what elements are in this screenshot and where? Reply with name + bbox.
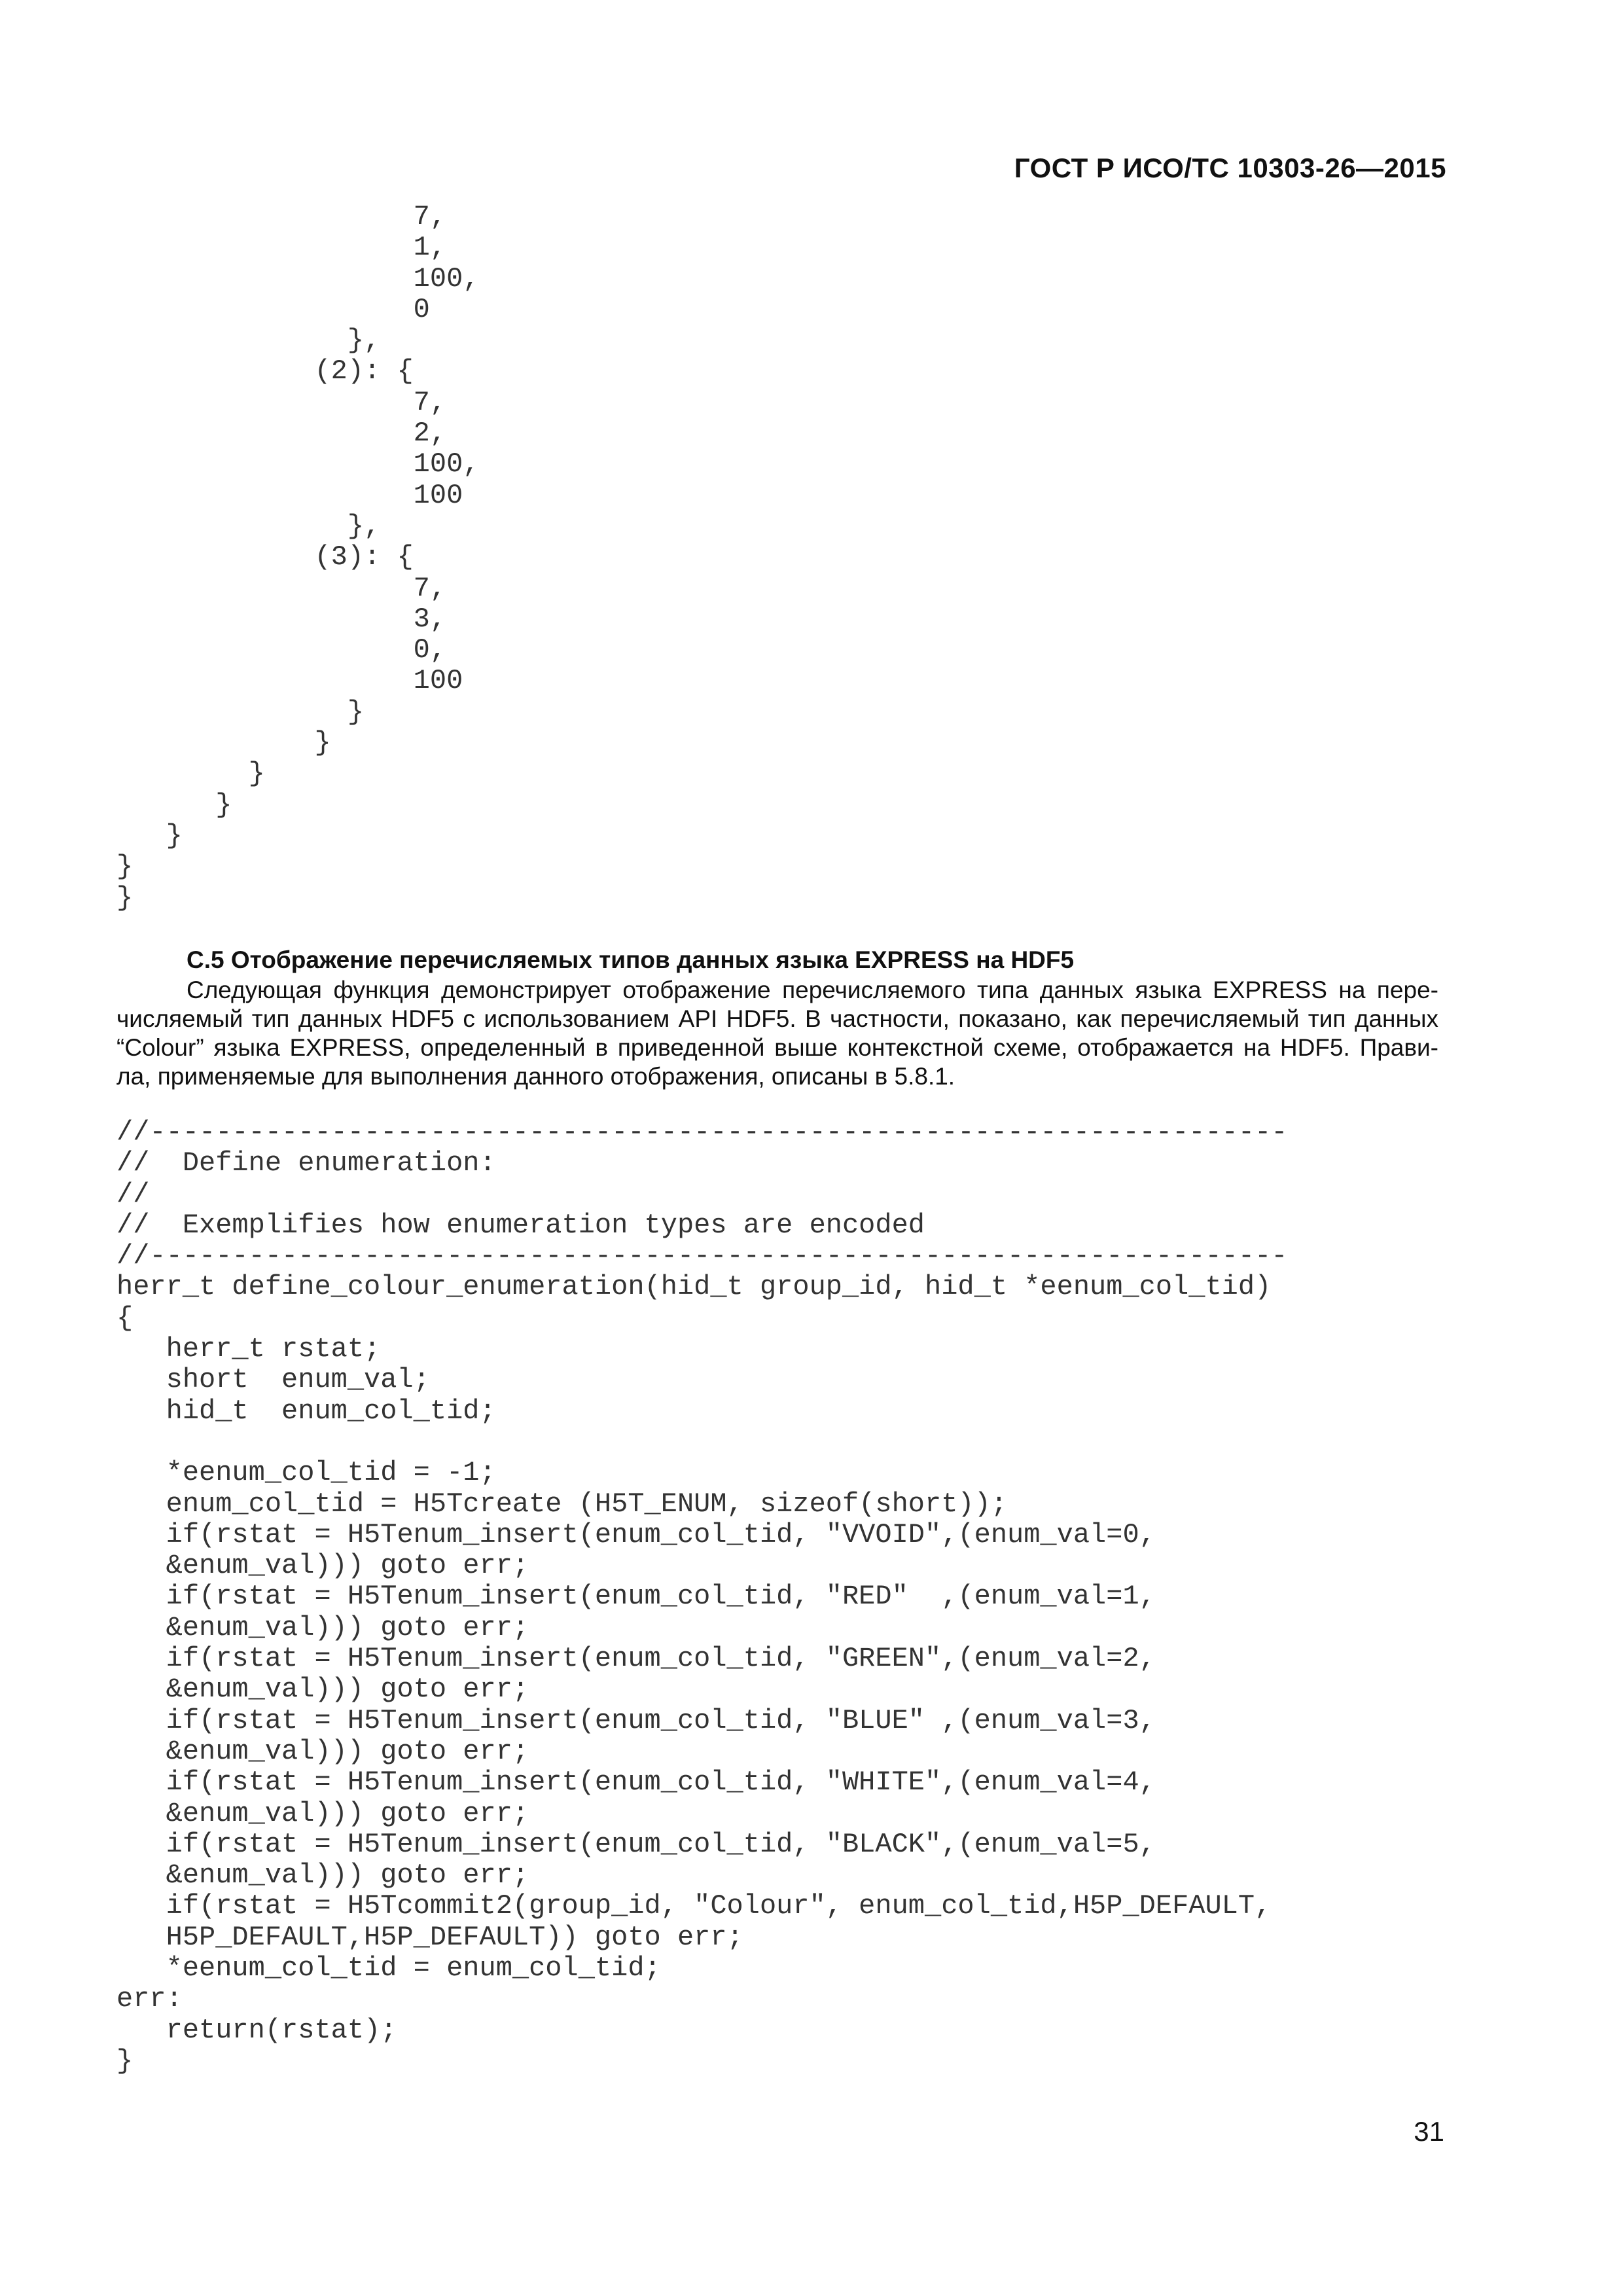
code-line: short enum_val; bbox=[116, 1364, 430, 1396]
code-line: if(rstat = H5Tenum_insert(enum_col_tid, "VVOID",(enum_val=0, bbox=[116, 1518, 1156, 1551]
code-line: &enum_val))) goto err; bbox=[116, 1859, 529, 1892]
code-line: //--------------------------------------------------------------------- bbox=[116, 1240, 1288, 1272]
code-line: }, bbox=[116, 510, 381, 542]
section-paragraph bbox=[116, 976, 1438, 1091]
code-line: &enum_val))) goto err; bbox=[116, 1735, 529, 1767]
code-line: 1, bbox=[116, 232, 447, 264]
paragraph-line: ла, применяемые для выполнения данного отображения, описаны в 5.8.1. bbox=[116, 1063, 955, 1090]
code-line: herr_t define_colour_enumeration(hid_t group_id, hid_t *eenum_col_tid) bbox=[116, 1271, 1272, 1303]
code-line: (3): { bbox=[116, 541, 414, 573]
code-line: 0 bbox=[116, 293, 430, 325]
code-line: *eenum_col_tid = -1; bbox=[116, 1457, 496, 1489]
standard-code-header: ГОСТ Р ИСО/ТС 10303-26—2015 bbox=[1014, 152, 1446, 183]
code-line: 100, bbox=[116, 448, 480, 480]
paragraph-line: “Colour” языка EXPRESS, определенный в приведенной выше контекстной схеме, отображается на HDF5. Прави- bbox=[116, 1034, 1438, 1061]
paragraph-line: Следующая функция демонстрирует отображение перечисляемого типа данных языка EXPRESS на пере- bbox=[187, 977, 1438, 1003]
code-line: } bbox=[116, 882, 134, 914]
code-line: *eenum_col_tid = enum_col_tid; bbox=[116, 1952, 661, 1984]
code-line bbox=[116, 1427, 1288, 1458]
code-line: (2): { bbox=[116, 355, 414, 387]
code-line: 100 bbox=[116, 479, 463, 511]
code-line: if(rstat = H5Tcommit2(group_id, "Colour", enum_col_tid,H5P_DEFAULT, bbox=[116, 1890, 1272, 1922]
code-line: }, bbox=[116, 325, 381, 357]
code-line: err: bbox=[116, 1983, 183, 2015]
code-line: } bbox=[116, 789, 232, 821]
code-line: &enum_val))) goto err; bbox=[116, 1674, 529, 1706]
code-line: } bbox=[116, 727, 331, 759]
code-line: 100, bbox=[116, 262, 480, 295]
code-line: } bbox=[116, 758, 265, 790]
code-line: // Exemplifies how enumeration types are encoded bbox=[116, 1209, 925, 1241]
code-line: } bbox=[116, 2045, 134, 2077]
code-line: &enum_val))) goto err; bbox=[116, 1797, 529, 1829]
code-line: 7, bbox=[116, 572, 447, 604]
code-line: 7, bbox=[116, 386, 447, 418]
code-line: &enum_val))) goto err; bbox=[116, 1611, 529, 1643]
code-line: } bbox=[116, 696, 365, 728]
code-listing-top bbox=[116, 202, 480, 914]
paragraph-line: числяемый тип данных HDF5 с использованием API HDF5. В частности, показано, как перечисляемый тип данных bbox=[116, 1005, 1438, 1032]
code-line: 0, bbox=[116, 634, 447, 666]
code-line: return(rstat); bbox=[116, 2014, 397, 2046]
code-line: 3, bbox=[116, 603, 447, 635]
code-line: } bbox=[116, 851, 134, 883]
code-line: // Define enumeration: bbox=[116, 1147, 496, 1179]
code-line: if(rstat = H5Tenum_insert(enum_col_tid, "BLACK",(enum_val=5, bbox=[116, 1828, 1156, 1860]
section-heading: С.5 Отображение перечисляемых типов данных языка EXPRESS на HDF5 bbox=[187, 946, 1075, 973]
code-line: enum_col_tid = H5Tcreate (H5T_ENUM, sizeof(short)); bbox=[116, 1488, 1008, 1520]
code-listing-bottom bbox=[116, 1117, 1288, 2077]
code-line: if(rstat = H5Tenum_insert(enum_col_tid, "GREEN",(enum_val=2, bbox=[116, 1643, 1156, 1675]
code-line: if(rstat = H5Tenum_insert(enum_col_tid, "RED" ,(enum_val=1, bbox=[116, 1581, 1156, 1613]
code-line: 2, bbox=[116, 418, 447, 450]
code-line: //--------------------------------------------------------------------- bbox=[116, 1117, 1288, 1148]
code-line: &enum_val))) goto err; bbox=[116, 1550, 529, 1582]
code-line: herr_t rstat; bbox=[116, 1333, 381, 1365]
page-number: 31 bbox=[1414, 2116, 1444, 2147]
code-line: hid_t enum_col_tid; bbox=[116, 1395, 496, 1427]
code-line: if(rstat = H5Tenum_insert(enum_col_tid, "BLUE" ,(enum_val=3, bbox=[116, 1704, 1156, 1736]
code-line: if(rstat = H5Tenum_insert(enum_col_tid, "WHITE",(enum_val=4, bbox=[116, 1767, 1156, 1799]
code-line: // bbox=[116, 1178, 150, 1210]
code-line: 100 bbox=[116, 665, 463, 697]
code-line: 7, bbox=[116, 201, 447, 232]
code-line: { bbox=[116, 1302, 134, 1334]
code-line: } bbox=[116, 819, 183, 852]
code-line: H5P_DEFAULT,H5P_DEFAULT)) goto err; bbox=[116, 1921, 743, 1953]
